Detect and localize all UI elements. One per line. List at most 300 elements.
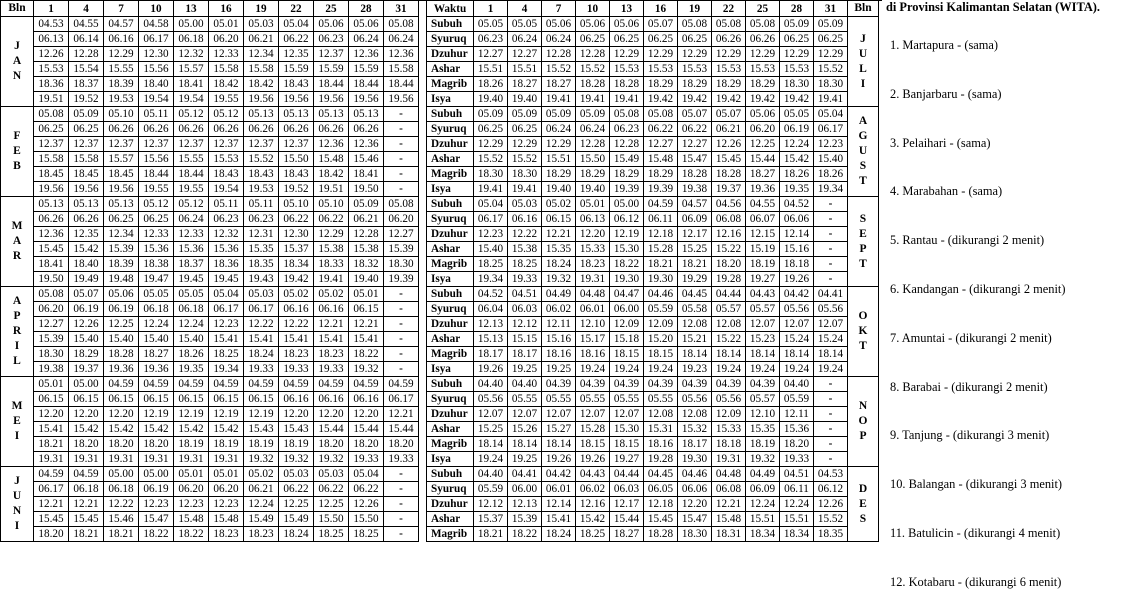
time-cell: 05.08 <box>610 107 644 122</box>
time-cell: 05.02 <box>244 467 279 482</box>
time-cell: 18.38 <box>139 257 174 272</box>
time-cell: 05.56 <box>474 392 508 407</box>
month-letter: N <box>858 400 868 412</box>
prayer-name: Dzuhur <box>427 227 474 242</box>
time-cell: 12.24 <box>174 317 209 332</box>
month-label <box>1 17 34 107</box>
time-cell: 12.20 <box>314 407 349 422</box>
table-row <box>427 212 879 227</box>
month-letter: B <box>13 160 21 172</box>
time-cell: - <box>384 332 419 347</box>
time-cell: 19.31 <box>209 452 244 467</box>
time-cell: 05.08 <box>712 17 746 32</box>
time-cell: 19.38 <box>678 182 712 197</box>
prayer-name: Dzuhur <box>427 407 474 422</box>
time-cell: 12.29 <box>746 47 780 62</box>
time-cell: 06.03 <box>610 482 644 497</box>
time-cell: 12.18 <box>644 227 678 242</box>
time-cell: 12.29 <box>508 137 542 152</box>
time-cell: 18.32 <box>349 257 384 272</box>
time-cell: 18.14 <box>542 437 576 452</box>
time-cell: 12.13 <box>474 317 508 332</box>
time-cell: 15.41 <box>349 332 384 347</box>
month-letter: A <box>858 115 868 127</box>
time-cell: 15.40 <box>104 332 139 347</box>
time-cell: 19.33 <box>314 362 349 377</box>
time-cell: 19.40 <box>474 92 508 107</box>
city-item: 5. Rantau - (dikurangi 2 menit) <box>890 233 1045 248</box>
time-cell: 18.19 <box>174 437 209 452</box>
time-cell: 19.54 <box>139 92 174 107</box>
time-cell: 19.54 <box>174 92 209 107</box>
time-cell: 12.09 <box>644 317 678 332</box>
time-cell: 06.02 <box>576 482 610 497</box>
time-cell: 12.23 <box>174 497 209 512</box>
time-cell: 12.07 <box>610 407 644 422</box>
time-cell: 06.26 <box>244 122 279 137</box>
time-cell: 05.57 <box>746 302 780 317</box>
month-label <box>848 197 879 287</box>
prayer-name: Ashar <box>427 422 474 437</box>
time-cell: 19.41 <box>610 92 644 107</box>
month-letter: O <box>858 415 868 427</box>
time-cell: 19.33 <box>349 452 384 467</box>
time-cell: 15.31 <box>644 422 678 437</box>
time-cell: 18.27 <box>508 77 542 92</box>
time-cell: 19.32 <box>542 272 576 287</box>
time-cell: 19.37 <box>712 182 746 197</box>
time-cell: 12.35 <box>69 227 104 242</box>
time-cell: 06.24 <box>576 122 610 137</box>
time-cell: 12.20 <box>104 407 139 422</box>
time-cell: 06.25 <box>644 32 678 47</box>
bln-header: Bln <box>1 1 34 17</box>
table-row <box>1 107 419 122</box>
time-cell: 15.44 <box>349 422 384 437</box>
time-cell: 06.25 <box>69 122 104 137</box>
time-cell: 12.36 <box>34 227 69 242</box>
time-cell: 06.23 <box>209 212 244 227</box>
time-cell: 06.20 <box>174 482 209 497</box>
time-cell: 18.25 <box>576 527 610 542</box>
month-letter: T <box>859 340 867 352</box>
time-cell: 12.07 <box>746 317 780 332</box>
time-cell: 19.42 <box>746 92 780 107</box>
time-cell: 18.37 <box>69 77 104 92</box>
time-cell: 15.24 <box>780 332 814 347</box>
time-cell: 05.11 <box>139 107 174 122</box>
time-cell: 05.06 <box>104 287 139 302</box>
time-cell: 15.40 <box>814 152 848 167</box>
time-cell: 15.26 <box>508 422 542 437</box>
time-cell: 04.40 <box>474 377 508 392</box>
table-row <box>1 242 419 257</box>
time-cell: 06.20 <box>384 212 419 227</box>
time-cell: 18.28 <box>644 527 678 542</box>
time-cell: 18.43 <box>209 167 244 182</box>
time-cell: 19.24 <box>746 362 780 377</box>
time-cell: 06.26 <box>174 122 209 137</box>
time-cell: 12.37 <box>139 137 174 152</box>
time-cell: 19.35 <box>174 362 209 377</box>
time-cell: 12.31 <box>244 227 279 242</box>
time-cell: 05.09 <box>814 17 848 32</box>
time-cell: 12.25 <box>104 317 139 332</box>
time-cell: 19.25 <box>508 452 542 467</box>
time-cell: 18.18 <box>780 257 814 272</box>
prayer-name: Isya <box>427 362 474 377</box>
time-cell: 05.07 <box>644 17 678 32</box>
prayer-name: Magrib <box>427 347 474 362</box>
time-cell: 15.42 <box>69 422 104 437</box>
time-cell: 18.27 <box>139 347 174 362</box>
time-cell: 05.09 <box>474 107 508 122</box>
time-cell: 06.23 <box>610 122 644 137</box>
time-cell: 15.55 <box>104 62 139 77</box>
time-cell: 06.16 <box>279 302 314 317</box>
time-cell: 04.59 <box>69 467 104 482</box>
table-row <box>1 332 419 347</box>
day-header: 7 <box>542 1 576 17</box>
time-cell: 06.15 <box>69 392 104 407</box>
prayer-name: Isya <box>427 182 474 197</box>
time-cell: 12.16 <box>712 227 746 242</box>
time-cell: 06.24 <box>384 32 419 47</box>
time-cell: 18.21 <box>104 527 139 542</box>
time-cell: 12.36 <box>349 137 384 152</box>
time-cell: 15.38 <box>314 242 349 257</box>
time-cell: 06.25 <box>814 32 848 47</box>
time-cell: 05.07 <box>678 107 712 122</box>
city-item: 3. Pelaihari - (sama) <box>890 135 991 150</box>
time-cell: 18.44 <box>349 77 384 92</box>
time-cell: 15.53 <box>712 62 746 77</box>
time-cell: 06.07 <box>746 212 780 227</box>
time-cell: 05.08 <box>678 17 712 32</box>
time-cell: 06.08 <box>712 212 746 227</box>
time-cell: 18.30 <box>678 527 712 542</box>
time-cell: 05.09 <box>508 107 542 122</box>
time-cell: 06.16 <box>279 392 314 407</box>
month-letter: F <box>13 130 21 142</box>
time-cell: 04.52 <box>474 287 508 302</box>
time-cell: 06.16 <box>349 392 384 407</box>
time-cell: 15.48 <box>174 512 209 527</box>
month-letter: D <box>858 482 868 495</box>
time-cell: 18.28 <box>104 347 139 362</box>
time-cell: - <box>384 347 419 362</box>
day-header: 13 <box>610 1 644 17</box>
time-cell: 15.27 <box>542 422 576 437</box>
time-cell: 15.50 <box>314 512 349 527</box>
time-cell: 18.20 <box>384 437 419 452</box>
time-cell: 15.44 <box>746 152 780 167</box>
time-cell: - <box>384 152 419 167</box>
table-row <box>427 332 879 347</box>
prayer-name: Dzuhur <box>427 497 474 512</box>
time-cell: 05.08 <box>384 197 419 212</box>
time-cell: 06.24 <box>349 32 384 47</box>
time-cell: 15.51 <box>780 512 814 527</box>
time-cell: 19.32 <box>746 452 780 467</box>
right-schedule-table <box>426 0 879 542</box>
time-cell: 12.23 <box>209 497 244 512</box>
table-row <box>427 512 879 527</box>
time-cell: 18.17 <box>474 347 508 362</box>
time-cell: 15.53 <box>209 152 244 167</box>
time-cell: 15.32 <box>678 422 712 437</box>
time-cell: 05.57 <box>712 302 746 317</box>
time-cell: 04.55 <box>69 17 104 32</box>
table-row <box>1 497 419 512</box>
table-row <box>1 227 419 242</box>
time-cell: 05.00 <box>610 197 644 212</box>
time-cell: 12.11 <box>780 407 814 422</box>
time-cell: 18.29 <box>644 77 678 92</box>
time-cell: 18.21 <box>644 257 678 272</box>
time-cell: 12.32 <box>209 227 244 242</box>
time-cell: - <box>814 242 848 257</box>
prayer-name: Subuh <box>427 377 474 392</box>
time-cell: 12.19 <box>174 407 209 422</box>
time-cell: 18.31 <box>712 527 746 542</box>
time-cell: 15.15 <box>508 332 542 347</box>
time-cell: 18.26 <box>814 167 848 182</box>
table-row <box>427 527 879 542</box>
time-cell: 19.48 <box>104 272 139 287</box>
day-header: 4 <box>508 1 542 17</box>
time-cell: - <box>384 467 419 482</box>
time-cell: 18.41 <box>34 257 69 272</box>
month-letter: U <box>858 47 868 60</box>
prayer-name: Subuh <box>427 17 474 32</box>
time-cell: 06.15 <box>542 212 576 227</box>
time-cell: 06.24 <box>542 122 576 137</box>
time-cell: 06.23 <box>244 212 279 227</box>
table-row <box>427 17 879 32</box>
table-row <box>1 467 419 482</box>
time-cell: 15.33 <box>712 422 746 437</box>
time-cell: 18.14 <box>814 347 848 362</box>
month-letter: E <box>13 145 21 157</box>
time-cell: 15.43 <box>244 422 279 437</box>
time-cell: 05.09 <box>69 107 104 122</box>
time-cell: 15.52 <box>576 62 610 77</box>
time-cell: 18.20 <box>69 437 104 452</box>
city-item: 2. Banjarbaru - (sama) <box>890 86 1002 101</box>
table-row <box>427 77 879 92</box>
day-header: 31 <box>814 1 848 17</box>
time-cell: 19.42 <box>780 92 814 107</box>
time-cell: 04.56 <box>712 197 746 212</box>
time-cell: 15.53 <box>644 62 678 77</box>
time-cell: 12.08 <box>644 407 678 422</box>
time-cell: 06.26 <box>139 122 174 137</box>
prayer-name: Ashar <box>427 152 474 167</box>
time-cell: 05.06 <box>576 17 610 32</box>
time-cell: 15.19 <box>746 242 780 257</box>
time-cell: 15.23 <box>746 332 780 347</box>
time-cell: 04.42 <box>542 467 576 482</box>
time-cell: 18.43 <box>244 167 279 182</box>
time-cell: 12.12 <box>508 317 542 332</box>
time-cell: 15.58 <box>384 62 419 77</box>
time-cell: 05.01 <box>174 467 209 482</box>
time-cell: 15.57 <box>104 152 139 167</box>
table-row <box>427 197 879 212</box>
time-cell: 05.09 <box>780 17 814 32</box>
time-cell: 18.17 <box>508 347 542 362</box>
time-cell: 12.19 <box>209 407 244 422</box>
time-cell: 15.38 <box>349 242 384 257</box>
time-cell: 12.25 <box>279 497 314 512</box>
time-cell: 05.01 <box>34 377 69 392</box>
prayer-name: Ashar <box>427 242 474 257</box>
time-cell: 18.26 <box>780 167 814 182</box>
time-cell: 06.03 <box>508 302 542 317</box>
time-cell: 06.20 <box>209 482 244 497</box>
month-letter: U <box>858 145 868 157</box>
time-cell: 18.25 <box>209 347 244 362</box>
time-cell: 04.46 <box>678 467 712 482</box>
table-row <box>1 197 419 212</box>
time-cell: 15.48 <box>314 152 349 167</box>
time-cell: 19.36 <box>104 362 139 377</box>
time-cell: 19.52 <box>279 182 314 197</box>
time-cell: 19.42 <box>678 92 712 107</box>
time-cell: 18.23 <box>209 527 244 542</box>
time-cell: 12.27 <box>34 317 69 332</box>
month-letter: A <box>12 295 22 307</box>
time-cell: 15.56 <box>139 62 174 77</box>
table-row <box>427 422 879 437</box>
time-cell: 19.33 <box>780 452 814 467</box>
time-cell: 18.22 <box>174 527 209 542</box>
time-cell: 04.48 <box>576 287 610 302</box>
time-cell: 12.20 <box>69 407 104 422</box>
time-cell: 06.25 <box>678 32 712 47</box>
time-cell: 15.36 <box>780 422 814 437</box>
time-cell: 18.25 <box>508 257 542 272</box>
time-cell: 06.26 <box>104 122 139 137</box>
time-cell: 15.42 <box>209 422 244 437</box>
time-cell: 12.30 <box>279 227 314 242</box>
table-row <box>1 137 419 152</box>
time-cell: 05.12 <box>139 197 174 212</box>
time-cell: 04.59 <box>244 377 279 392</box>
time-cell: 12.36 <box>349 47 384 62</box>
month-letter: J <box>860 32 866 45</box>
time-cell: 19.23 <box>678 362 712 377</box>
time-cell: 19.33 <box>279 362 314 377</box>
prayer-name: Syuruq <box>427 32 474 47</box>
time-cell: 18.22 <box>349 347 384 362</box>
time-cell: 12.12 <box>474 497 508 512</box>
month-letter: R <box>12 325 22 337</box>
time-cell: 15.50 <box>349 512 384 527</box>
time-cell: 04.39 <box>576 377 610 392</box>
time-cell: 06.21 <box>244 32 279 47</box>
time-cell: 19.56 <box>349 92 384 107</box>
time-cell: 05.59 <box>474 482 508 497</box>
time-cell: 05.55 <box>542 392 576 407</box>
time-cell: 18.30 <box>474 167 508 182</box>
table-row <box>1 527 419 542</box>
time-cell: 19.41 <box>508 182 542 197</box>
time-cell: 19.30 <box>610 272 644 287</box>
time-cell: 05.05 <box>174 287 209 302</box>
prayer-name: Dzuhur <box>427 137 474 152</box>
table-row <box>427 302 879 317</box>
time-cell: 04.59 <box>279 377 314 392</box>
table-row <box>427 227 879 242</box>
time-cell: 12.28 <box>576 137 610 152</box>
time-cell: 06.26 <box>314 122 349 137</box>
time-cell: 12.22 <box>104 497 139 512</box>
time-cell: 06.25 <box>576 32 610 47</box>
time-cell: 12.29 <box>104 47 139 62</box>
time-cell: 15.22 <box>712 332 746 347</box>
time-cell: 19.45 <box>174 272 209 287</box>
time-cell: 18.30 <box>384 257 419 272</box>
time-cell: 19.24 <box>814 362 848 377</box>
time-cell: 15.58 <box>34 152 69 167</box>
month-letter: I <box>860 77 866 90</box>
time-cell: 05.03 <box>279 467 314 482</box>
time-cell: 18.30 <box>780 77 814 92</box>
time-cell: 04.48 <box>712 467 746 482</box>
time-cell: 15.41 <box>314 332 349 347</box>
time-cell: 06.19 <box>104 302 139 317</box>
time-cell: 06.06 <box>678 482 712 497</box>
time-cell: 12.07 <box>814 317 848 332</box>
time-cell: 18.28 <box>678 167 712 182</box>
time-cell: 18.30 <box>814 77 848 92</box>
time-cell: 06.16 <box>314 302 349 317</box>
time-cell: 05.06 <box>349 17 384 32</box>
time-cell: 06.26 <box>279 122 314 137</box>
time-cell: 12.16 <box>576 497 610 512</box>
time-cell: 15.18 <box>610 332 644 347</box>
table-row <box>1 287 419 302</box>
time-cell: 18.34 <box>780 527 814 542</box>
month-letter: E <box>859 227 867 240</box>
time-cell: 15.46 <box>349 152 384 167</box>
time-cell: 18.26 <box>174 347 209 362</box>
time-cell: 06.26 <box>34 212 69 227</box>
time-cell: 18.20 <box>34 527 69 542</box>
time-cell: 18.30 <box>508 167 542 182</box>
time-cell: 19.50 <box>34 272 69 287</box>
time-cell: 19.56 <box>314 92 349 107</box>
time-cell: 18.29 <box>644 167 678 182</box>
time-cell: 05.05 <box>508 17 542 32</box>
time-cell: 18.29 <box>610 167 644 182</box>
table-row <box>427 482 879 497</box>
time-cell: 18.20 <box>349 437 384 452</box>
time-cell: 04.40 <box>474 467 508 482</box>
time-cell: 12.28 <box>542 47 576 62</box>
time-cell: 18.14 <box>746 347 780 362</box>
time-cell: 19.51 <box>314 182 349 197</box>
time-cell: 06.22 <box>644 122 678 137</box>
month-letter: S <box>859 160 867 172</box>
time-cell: 06.11 <box>644 212 678 227</box>
time-cell: 19.28 <box>712 272 746 287</box>
time-cell: 18.23 <box>576 257 610 272</box>
time-cell: 12.24 <box>780 137 814 152</box>
time-cell: 04.45 <box>678 287 712 302</box>
